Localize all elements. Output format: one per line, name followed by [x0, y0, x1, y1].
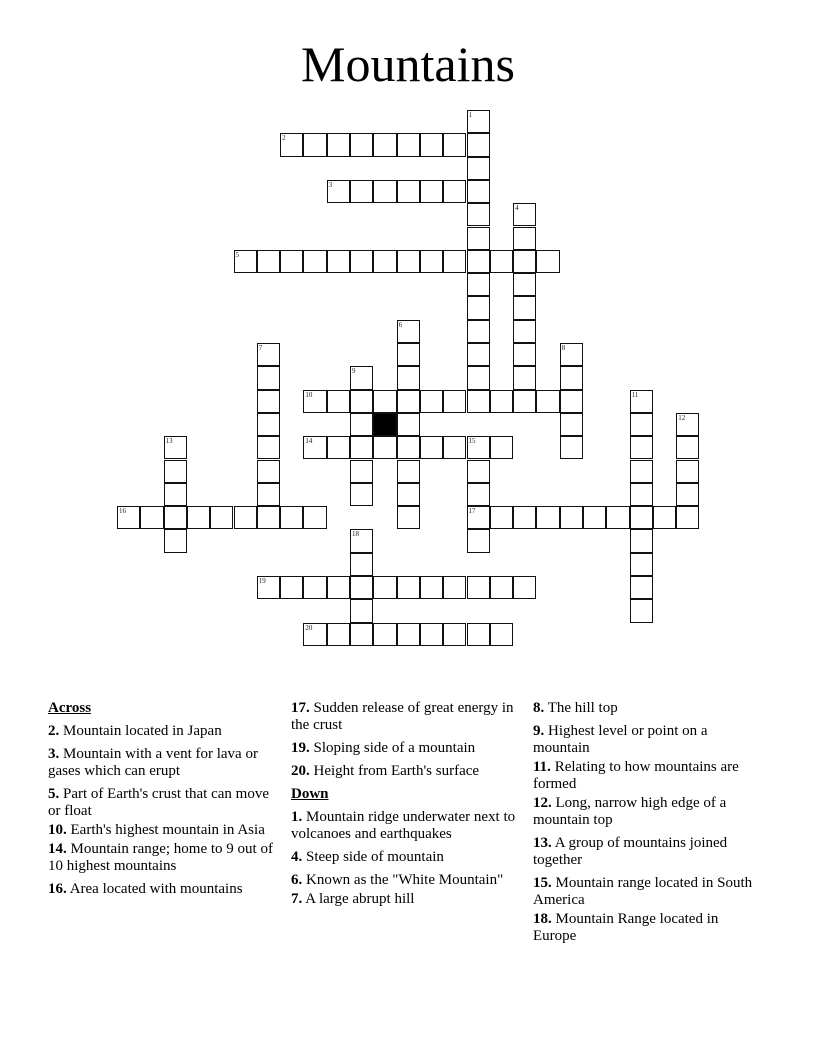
grid-cell[interactable]	[467, 227, 490, 250]
grid-cell[interactable]	[630, 483, 653, 506]
grid-cell[interactable]	[536, 506, 559, 529]
grid-cell[interactable]	[467, 133, 490, 156]
grid-cell[interactable]	[560, 506, 583, 529]
grid-cell[interactable]	[443, 250, 466, 273]
grid-cell[interactable]	[140, 506, 163, 529]
grid-cell[interactable]	[373, 133, 396, 156]
clue-number: 2	[282, 134, 286, 143]
grid-cell[interactable]	[513, 273, 536, 296]
grid-cell[interactable]	[676, 460, 699, 483]
clue-number: 14	[305, 437, 313, 446]
grid-cell[interactable]	[350, 460, 373, 483]
grid-cell[interactable]	[257, 250, 280, 273]
grid-cell[interactable]	[560, 343, 583, 366]
grid-cell[interactable]	[397, 506, 420, 529]
grid-cell[interactable]	[327, 250, 350, 273]
grid-cell[interactable]	[467, 320, 490, 343]
grid-cell[interactable]	[397, 343, 420, 366]
grid-cell[interactable]	[397, 180, 420, 203]
puzzle-title: Mountains	[301, 36, 515, 92]
grid-cell[interactable]	[513, 343, 536, 366]
grid-cell[interactable]	[117, 506, 140, 529]
grid-cell[interactable]	[327, 390, 350, 413]
grid-cell[interactable]	[467, 203, 490, 226]
grid-cell[interactable]	[257, 343, 280, 366]
grid-cell[interactable]	[536, 390, 559, 413]
grid-cell[interactable]	[630, 553, 653, 576]
grid-cell[interactable]	[303, 133, 326, 156]
grid-cell[interactable]	[536, 250, 559, 273]
clue-number: 9	[352, 367, 356, 376]
grid-cell[interactable]	[234, 250, 257, 273]
grid-cell[interactable]	[560, 413, 583, 436]
grid-cell[interactable]	[443, 576, 466, 599]
clue-number: 19	[258, 577, 266, 585]
grid-cell[interactable]	[350, 250, 373, 273]
grid-cell[interactable]	[467, 296, 490, 319]
black-cell	[373, 413, 396, 436]
grid-cell[interactable]	[164, 483, 187, 506]
grid-cell[interactable]	[164, 460, 187, 483]
clue-across-2: 2. Mountain located in Japan	[48, 723, 222, 739]
clues-column-2	[291, 700, 523, 914]
grid-cell[interactable]	[560, 436, 583, 459]
grid-cell[interactable]	[397, 390, 420, 413]
grid-cell[interactable]	[467, 436, 490, 459]
grid-cell[interactable]	[467, 366, 490, 389]
grid-cell[interactable]	[373, 623, 396, 646]
grid-cell[interactable]	[187, 506, 210, 529]
grid-cell[interactable]	[513, 296, 536, 319]
grid-cell[interactable]	[397, 320, 420, 343]
grid-cell[interactable]	[350, 390, 373, 413]
clue-number: 13	[165, 437, 173, 446]
clues-column-3	[533, 700, 765, 951]
grid-cell[interactable]	[676, 413, 699, 436]
grid-cell[interactable]	[513, 506, 536, 529]
grid-cell[interactable]	[303, 436, 326, 459]
grid-cell[interactable]	[327, 623, 350, 646]
clue-number: 10	[305, 390, 313, 399]
grid-cell[interactable]	[420, 436, 443, 459]
clue-number: 20	[305, 623, 313, 632]
grid-cell[interactable]	[513, 320, 536, 343]
grid-cell[interactable]	[234, 506, 257, 529]
grid-cell[interactable]	[257, 413, 280, 436]
grid-cell[interactable]	[350, 553, 373, 576]
grid-cell[interactable]	[443, 180, 466, 203]
grid-cell[interactable]	[443, 623, 466, 646]
grid-cell[interactable]	[350, 529, 373, 552]
grid-cell[interactable]	[280, 576, 303, 599]
grid-cell[interactable]	[327, 180, 350, 203]
grid-cell[interactable]	[676, 436, 699, 459]
grid-cell[interactable]	[490, 506, 513, 529]
clue-down-7: 7. A large abrupt hill	[291, 891, 415, 907]
clue-down-18: 18. Mountain Range located in Europe	[533, 911, 719, 944]
grid-cell[interactable]	[490, 576, 513, 599]
grid-cell[interactable]	[350, 623, 373, 646]
grid-cell[interactable]	[560, 390, 583, 413]
clue-number: 18	[352, 530, 359, 539]
clue-number: 4	[515, 204, 519, 213]
grid-cell[interactable]	[443, 436, 466, 459]
grid-cell[interactable]	[513, 203, 536, 226]
clue-down-15: 15. Mountain range located in South America	[533, 875, 753, 908]
grid-cell[interactable]	[397, 413, 420, 436]
grid-cell[interactable]	[467, 250, 490, 273]
clue-number: 8	[561, 344, 566, 352]
grid-cell[interactable]	[420, 576, 443, 599]
grid-cell[interactable]	[467, 506, 490, 529]
grid-cell[interactable]	[164, 529, 187, 552]
clue-across-17: 17. Sudden release of great energy in the crust	[291, 700, 514, 733]
grid-cell[interactable]	[583, 506, 606, 529]
clues-column-1	[48, 700, 280, 904]
grid-cell[interactable]	[210, 506, 233, 529]
clue-across-19: 19. Sloping side of a mountain	[291, 740, 476, 756]
grid-cell[interactable]	[490, 390, 513, 413]
grid-cell[interactable]	[327, 133, 350, 156]
grid-cell[interactable]	[350, 483, 373, 506]
grid-cell[interactable]	[630, 576, 653, 599]
grid-cell[interactable]	[350, 599, 373, 622]
grid-cell[interactable]	[467, 623, 490, 646]
grid-cell[interactable]	[350, 413, 373, 436]
grid-cell[interactable]	[420, 390, 443, 413]
grid-cell[interactable]	[257, 576, 280, 599]
clue-down-6: 6. Known as the "White Mountain"	[291, 872, 504, 888]
clue-number: 6	[398, 320, 403, 329]
grid-cell[interactable]	[373, 576, 396, 599]
grid-cell[interactable]	[467, 529, 490, 552]
grid-cell[interactable]	[303, 250, 326, 273]
grid-cell[interactable]	[676, 483, 699, 506]
across-heading: Across	[48, 700, 92, 716]
grid-cell[interactable]	[443, 133, 466, 156]
grid-cell[interactable]	[630, 390, 653, 413]
clue-number: 5	[235, 250, 239, 259]
grid-cell[interactable]	[467, 460, 490, 483]
grid-cell[interactable]	[513, 366, 536, 389]
grid-cell[interactable]	[350, 180, 373, 203]
grid-cell[interactable]	[676, 506, 699, 529]
grid-cell[interactable]	[397, 483, 420, 506]
grid-cell[interactable]	[397, 460, 420, 483]
grid-cell[interactable]	[397, 623, 420, 646]
grid-cell[interactable]	[257, 436, 280, 459]
grid-cell[interactable]	[490, 436, 513, 459]
grid-cell[interactable]	[257, 460, 280, 483]
clue-across-3: 3. Mountain with a vent for lava or gases which can erupt	[48, 746, 258, 779]
grid-cell[interactable]	[653, 506, 676, 529]
clue-down-4: 4. Steep side of mountain	[291, 849, 444, 865]
grid-cell[interactable]	[397, 366, 420, 389]
grid-cell[interactable]	[513, 576, 536, 599]
grid-cell[interactable]	[397, 250, 420, 273]
grid-cell[interactable]	[490, 623, 513, 646]
clue-number: 12	[678, 413, 686, 422]
clue-down-8: 8. The hill top	[533, 700, 618, 716]
grid-cell[interactable]	[257, 506, 280, 529]
grid-cell[interactable]	[606, 506, 629, 529]
grid-cell[interactable]	[560, 366, 583, 389]
grid-cell[interactable]	[467, 157, 490, 180]
grid-cell[interactable]	[630, 460, 653, 483]
grid-cell[interactable]	[397, 436, 420, 459]
grid-cell[interactable]	[280, 506, 303, 529]
clue-across-14: 14. Mountain range; home to 9 out of 10 highest mountains	[48, 841, 273, 874]
grid-cell[interactable]	[467, 483, 490, 506]
grid-cell[interactable]	[373, 250, 396, 273]
grid-cell[interactable]	[467, 343, 490, 366]
grid-cell[interactable]	[350, 436, 373, 459]
grid-cell[interactable]	[373, 390, 396, 413]
grid-cell[interactable]	[303, 623, 326, 646]
clue-number: 11	[631, 390, 639, 399]
clue-number: 16	[119, 507, 126, 516]
grid-cell[interactable]	[467, 110, 490, 133]
grid-cell[interactable]	[420, 623, 443, 646]
grid-cell[interactable]	[303, 390, 326, 413]
grid-cell[interactable]	[420, 133, 443, 156]
grid-cell[interactable]	[397, 576, 420, 599]
grid-cell[interactable]	[303, 506, 326, 529]
grid-cell[interactable]	[467, 180, 490, 203]
clue-across-16: 16. Area located with mountains	[48, 881, 243, 897]
grid-cell[interactable]	[513, 390, 536, 413]
grid-cell[interactable]	[630, 506, 653, 529]
grid-cell[interactable]	[350, 576, 373, 599]
grid-cell[interactable]	[630, 529, 653, 552]
grid-cell[interactable]	[467, 390, 490, 413]
clue-down-13: 13. A group of mountains joined together	[533, 835, 728, 868]
clue-number: 15	[468, 437, 476, 446]
clue-number: 3	[328, 180, 333, 189]
grid-cell[interactable]	[373, 180, 396, 203]
grid-cell[interactable]	[280, 133, 303, 156]
grid-cell[interactable]	[350, 133, 373, 156]
clue-number: 17	[468, 507, 476, 516]
down-heading: Down	[291, 786, 329, 802]
grid-cell[interactable]	[257, 366, 280, 389]
clue-number: 1	[468, 111, 472, 119]
grid-cell[interactable]	[490, 250, 513, 273]
grid-cell[interactable]	[397, 133, 420, 156]
grid-cell[interactable]	[467, 576, 490, 599]
clue-across-5: 5. Part of Earth's crust that can move or float	[48, 786, 269, 819]
grid-cell[interactable]	[443, 390, 466, 413]
clue-number: 7	[258, 344, 263, 352]
grid-cell[interactable]	[280, 250, 303, 273]
clue-down-1: 1. Mountain ridge underwater next to volcanoes and earthquakes	[291, 809, 516, 842]
grid-cell[interactable]	[630, 436, 653, 459]
grid-cell[interactable]	[327, 576, 350, 599]
grid-cell[interactable]	[513, 227, 536, 250]
grid-cell[interactable]	[327, 436, 350, 459]
grid-cell[interactable]	[420, 250, 443, 273]
grid-cell[interactable]	[467, 273, 490, 296]
grid-cell[interactable]	[630, 599, 653, 622]
grid-cell[interactable]	[513, 250, 536, 273]
grid-cell[interactable]	[303, 576, 326, 599]
clue-down-11: 11. Relating to how mountains are formed	[533, 759, 739, 792]
grid-cell[interactable]	[257, 483, 280, 506]
grid-cell[interactable]	[373, 436, 396, 459]
grid-cell[interactable]	[164, 506, 187, 529]
clue-across-10: 10. Earth's highest mountain in Asia	[48, 822, 265, 838]
clue-down-9: 9. Highest level or point on a mountain	[533, 723, 708, 756]
grid-cell[interactable]	[164, 436, 187, 459]
grid-cell[interactable]	[257, 390, 280, 413]
grid-cell[interactable]	[350, 366, 373, 389]
grid-cell[interactable]	[420, 180, 443, 203]
grid-cell[interactable]	[630, 413, 653, 436]
clue-across-20: 20. Height from Earth's surface	[291, 763, 480, 779]
clue-down-12: 12. Long, narrow high edge of a mountain top	[533, 795, 727, 828]
